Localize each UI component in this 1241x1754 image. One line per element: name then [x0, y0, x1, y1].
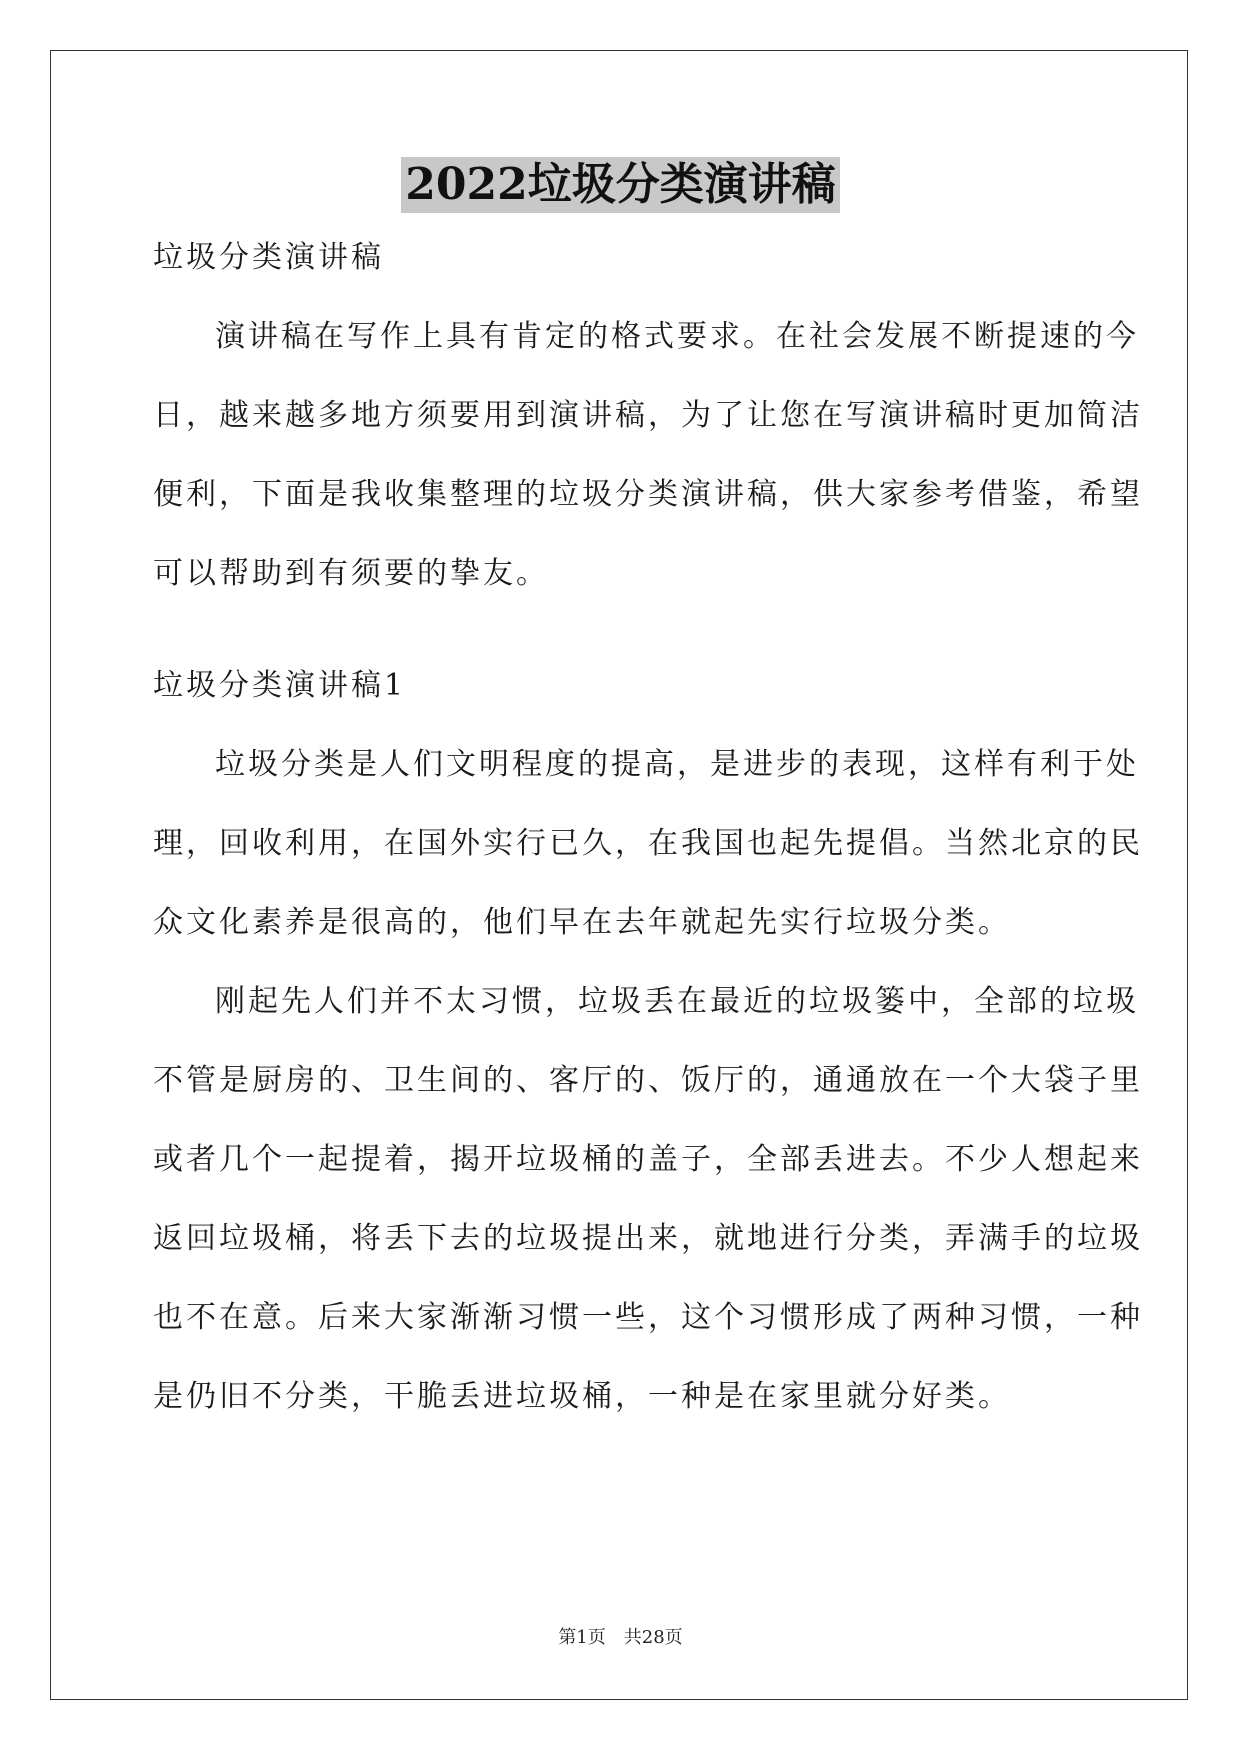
paragraph-line: 刚起先人们并不太习惯，垃圾丢在最近的垃圾篓中，全部的垃圾: [215, 984, 1139, 1019]
section-heading: 垃圾分类演讲稿1: [153, 668, 407, 703]
page-footer: 第1页 共28页: [558, 1627, 683, 1648]
paragraph-line: 理，回收利用，在国外实行已久，在我国也起先提倡。当然北京的民: [153, 826, 1143, 861]
paragraph-line: 可以帮助到有须要的挚友。: [153, 556, 549, 591]
document-body: [153, 238, 1143, 1456]
document-title: 2022垃圾分类演讲稿: [401, 157, 839, 213]
paragraph-line: 垃圾分类是人们文明程度的提高，是进步的表现，这样有利于处: [215, 747, 1139, 782]
paragraph-line: 是仍旧不分类，干脆丢进垃圾桶，一种是在家里就分好类。: [153, 1379, 1011, 1414]
paragraph-line: 众文化素养是很高的，他们早在去年就起先实行垃圾分类。: [153, 905, 1011, 940]
paragraph-line: 便利，下面是我收集整理的垃圾分类演讲稿，供大家参考借鉴，希望: [153, 477, 1143, 512]
paragraph-line: 也不在意。后来大家渐渐习惯一些，这个习惯形成了两种习惯，一种: [153, 1300, 1143, 1335]
paragraph-line: 演讲稿在写作上具有肯定的格式要求。在社会发展不断提速的今: [215, 319, 1139, 354]
title-container: [0, 157, 1241, 213]
paragraph-line: 不管是厨房的、卫生间的、客厅的、饭厅的，通通放在一个大袋子里: [153, 1063, 1143, 1098]
section-heading: 垃圾分类演讲稿: [153, 240, 384, 275]
paragraph-line: 或者几个一起提着，揭开垃圾桶的盖子，全部丢进去。不少人想起来: [153, 1142, 1143, 1177]
paragraph-line: 返回垃圾桶，将丢下去的垃圾提出来，就地进行分类，弄满手的垃圾: [153, 1221, 1143, 1256]
paragraph-line: 日，越来越多地方须要用到演讲稿，为了让您在写演讲稿时更加简洁: [153, 398, 1143, 433]
